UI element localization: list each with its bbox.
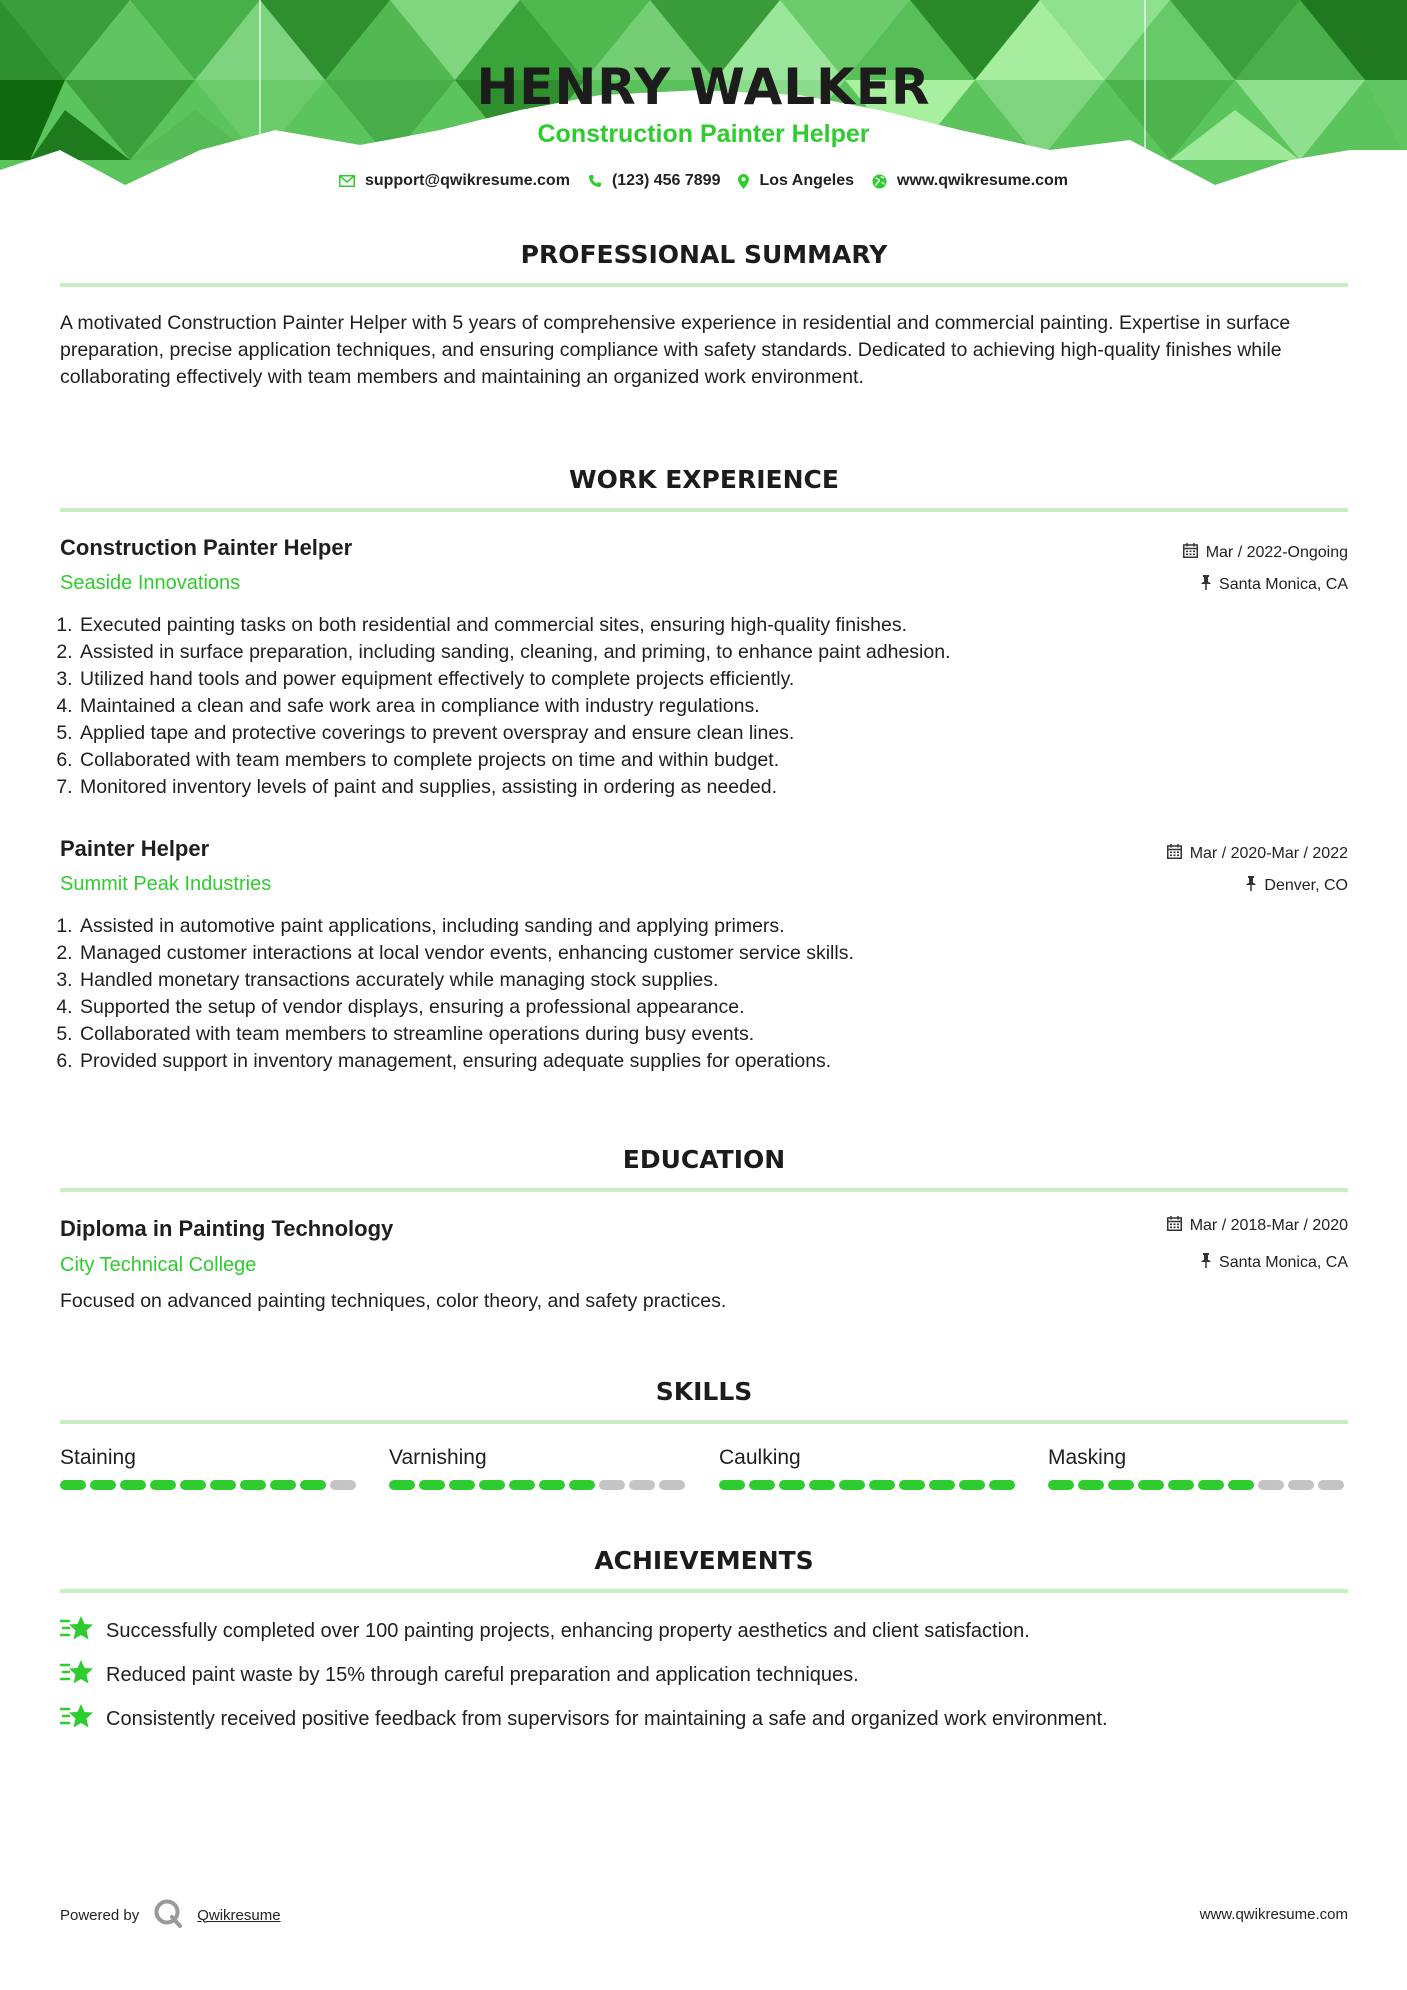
achievement-text: Consistently received positive feedback from supervisors for maintaining a safe and organized work environment. [106,1707,1108,1730]
job-dates-text: Mar / 2022-Ongoing [1205,544,1348,561]
contact-location-text: Los Angeles [759,172,855,189]
contact-bar [0,172,1407,190]
education-dates-text: Mar / 2018-Mar / 2020 [1189,1217,1348,1234]
contact-website-text[interactable]: www.qwikresume.com [897,172,1069,189]
skill-dot [1318,1480,1344,1490]
candidate-job-title: Construction Painter Helper [537,120,870,148]
skill-dot [629,1480,655,1490]
skill-dot [270,1480,296,1490]
skill-dot [300,1480,326,1490]
list-item: 2. Assisted in surface preparation, including sanding, cleaning, and priming, to enhance paint adhesion. [78,639,950,666]
experience-heading: WORK EXPERIENCE [569,465,839,494]
skill-dot [389,1480,415,1490]
job-responsibilities [60,913,854,1075]
star-icon [60,1658,94,1692]
skill-dot [1258,1480,1284,1490]
pushpin-icon [1201,1253,1211,1273]
skill-dot [1228,1480,1254,1490]
skill-dot [120,1480,146,1490]
pushpin-icon [1201,575,1211,595]
job-location [1201,575,1348,595]
achievement-item [60,1658,859,1692]
list-item: 6. Provided support in inventory management, ensuring adequate supplies for operations. [78,1048,854,1075]
qwikresume-link[interactable]: Qwikresume [197,1906,281,1924]
skill-dot [659,1480,685,1490]
skill-dot [869,1480,895,1490]
education-location-text: Santa Monica, CA [1219,1254,1348,1271]
skill-dot [1048,1480,1074,1490]
skill-dot [749,1480,775,1490]
skills-heading: SKILLS [655,1377,753,1406]
skill-name: Staining [60,1446,136,1469]
skill-name: Caulking [719,1446,801,1469]
skill-rating [1048,1480,1348,1490]
degree-title: Diploma in Painting Technology [60,1216,394,1241]
envelope-icon [339,175,355,187]
list-item: 7. Monitored inventory levels of paint and supplies, assisting in ordering as needed. [78,774,950,801]
skill-item [1048,1446,1348,1490]
skill-item [389,1446,689,1490]
skill-rating [60,1480,360,1490]
list-item: 3. Utilized hand tools and power equipment effectively to complete projects efficiently. [78,666,950,693]
job-responsibilities [60,612,950,801]
contact-email[interactable] [339,172,570,190]
job-title: Painter Helper [60,836,210,861]
list-item: 3. Handled monetary transactions accurately while managing stock supplies. [78,967,854,994]
contact-phone[interactable] [588,172,721,190]
list-item: 4. Supported the setup of vendor displays, ensuring a professional appearance. [78,994,854,1021]
achievements-divider [60,1589,1348,1593]
skill-dot [150,1480,176,1490]
footer-website[interactable]: www.qwikresume.com [1199,1906,1348,1923]
skill-dot [959,1480,985,1490]
footer-branding [60,1898,281,1932]
skill-dot [809,1480,835,1490]
skill-dot [989,1480,1015,1490]
skill-dot [479,1480,505,1490]
map-pin-icon [738,174,749,189]
skill-dot [1108,1480,1134,1490]
skill-dot [60,1480,86,1490]
list-item: 4. Maintained a clean and safe work area in compliance with industry regulations. [78,693,950,720]
skill-dot [210,1480,236,1490]
skill-dot [240,1480,266,1490]
job-location [1246,876,1348,896]
job-location-text: Santa Monica, CA [1219,576,1348,593]
calendar-icon [1167,844,1182,864]
school-name: City Technical College [60,1254,257,1276]
contact-email-text[interactable]: support@qwikresume.com [364,172,570,189]
candidate-name: HENRY WALKER [476,58,931,116]
skill-rating [389,1480,689,1490]
contact-location [738,172,854,190]
job-title: Construction Painter Helper [60,535,353,560]
summary-heading: PROFESSIONAL SUMMARY [520,240,888,269]
skill-dot [899,1480,925,1490]
skill-dot [509,1480,535,1490]
job-dates [1183,543,1348,563]
skill-dot [1138,1480,1164,1490]
education-dates [1167,1216,1348,1236]
skill-dot [569,1480,595,1490]
job-dates [1167,844,1348,864]
skill-name: Masking [1048,1446,1127,1469]
skill-name: Varnishing [389,1446,487,1469]
globe-icon [872,174,887,189]
powered-by-label: Powered by [60,1906,140,1924]
skill-dot [330,1480,356,1490]
summary-divider [60,283,1348,287]
skill-dot [180,1480,206,1490]
list-item: 5. Applied tape and protective coverings to prevent overspray and ensure clean lines. [78,720,950,747]
phone-icon [588,174,602,188]
experience-divider [60,508,1348,512]
pushpin-icon [1246,876,1256,896]
achievement-item [60,1702,1108,1736]
job-company: Seaside Innovations [60,572,241,594]
achievement-item [60,1614,1030,1648]
list-item: 2. Managed customer interactions at local vendor events, enhancing customer service skills. [78,940,854,967]
contact-website[interactable] [872,172,1068,190]
education-location [1201,1253,1348,1273]
skill-dot [929,1480,955,1490]
job-company: Summit Peak Industries [60,873,272,895]
skill-dot [449,1480,475,1490]
skill-dot [839,1480,865,1490]
education-divider [60,1188,1348,1192]
skill-dot [599,1480,625,1490]
summary-text: A motivated Construction Painter Helper with 5 years of comprehensive experience in residential and commercial painting. Expertise in surface preparation, precise application techniques, and ensuring compliance with safety standards. Dedicated to achieving high-quality finishes while collaborating effectively with team members and maintaining an organized work environment. [60,312,1291,388]
achievements-heading: ACHIEVEMENTS [594,1546,814,1575]
skill-dot [719,1480,745,1490]
skill-dot [90,1480,116,1490]
skill-item [60,1446,360,1490]
education-heading: EDUCATION [622,1145,786,1174]
star-icon [60,1614,94,1648]
list-item: 6. Collaborated with team members to complete projects on time and within budget. [78,747,950,774]
skill-dot [1288,1480,1314,1490]
skill-item [719,1446,1019,1490]
job-dates-text: Mar / 2020-Mar / 2022 [1189,845,1348,862]
list-item: 1. Executed painting tasks on both residential and commercial sites, ensuring high-quality finishes. [78,612,950,639]
calendar-icon [1183,543,1198,563]
skill-dot [1198,1480,1224,1490]
skill-dot [779,1480,805,1490]
achievement-text: Successfully completed over 100 painting projects, enhancing property aesthetics and client satisfaction. [106,1619,1030,1642]
skill-dot [539,1480,565,1490]
contact-phone-text[interactable]: (123) 456 7899 [611,172,721,189]
list-item: 5. Collaborated with team members to streamline operations during busy events. [78,1021,854,1048]
skill-dot [1168,1480,1194,1490]
star-icon [60,1702,94,1736]
skill-dot [1078,1480,1104,1490]
skill-rating [719,1480,1019,1490]
job-location-text: Denver, CO [1264,877,1348,894]
skills-divider [60,1420,1348,1424]
list-item: 1. Assisted in automotive paint applications, including sanding and applying primers. [78,913,854,940]
qwikresume-logo [153,1898,183,1932]
achievement-text: Reduced paint waste by 15% through careful preparation and application techniques. [106,1663,859,1686]
skill-dot [419,1480,445,1490]
calendar-icon [1167,1216,1182,1236]
education-description: Focused on advanced painting techniques, color theory, and safety practices. [60,1290,727,1312]
